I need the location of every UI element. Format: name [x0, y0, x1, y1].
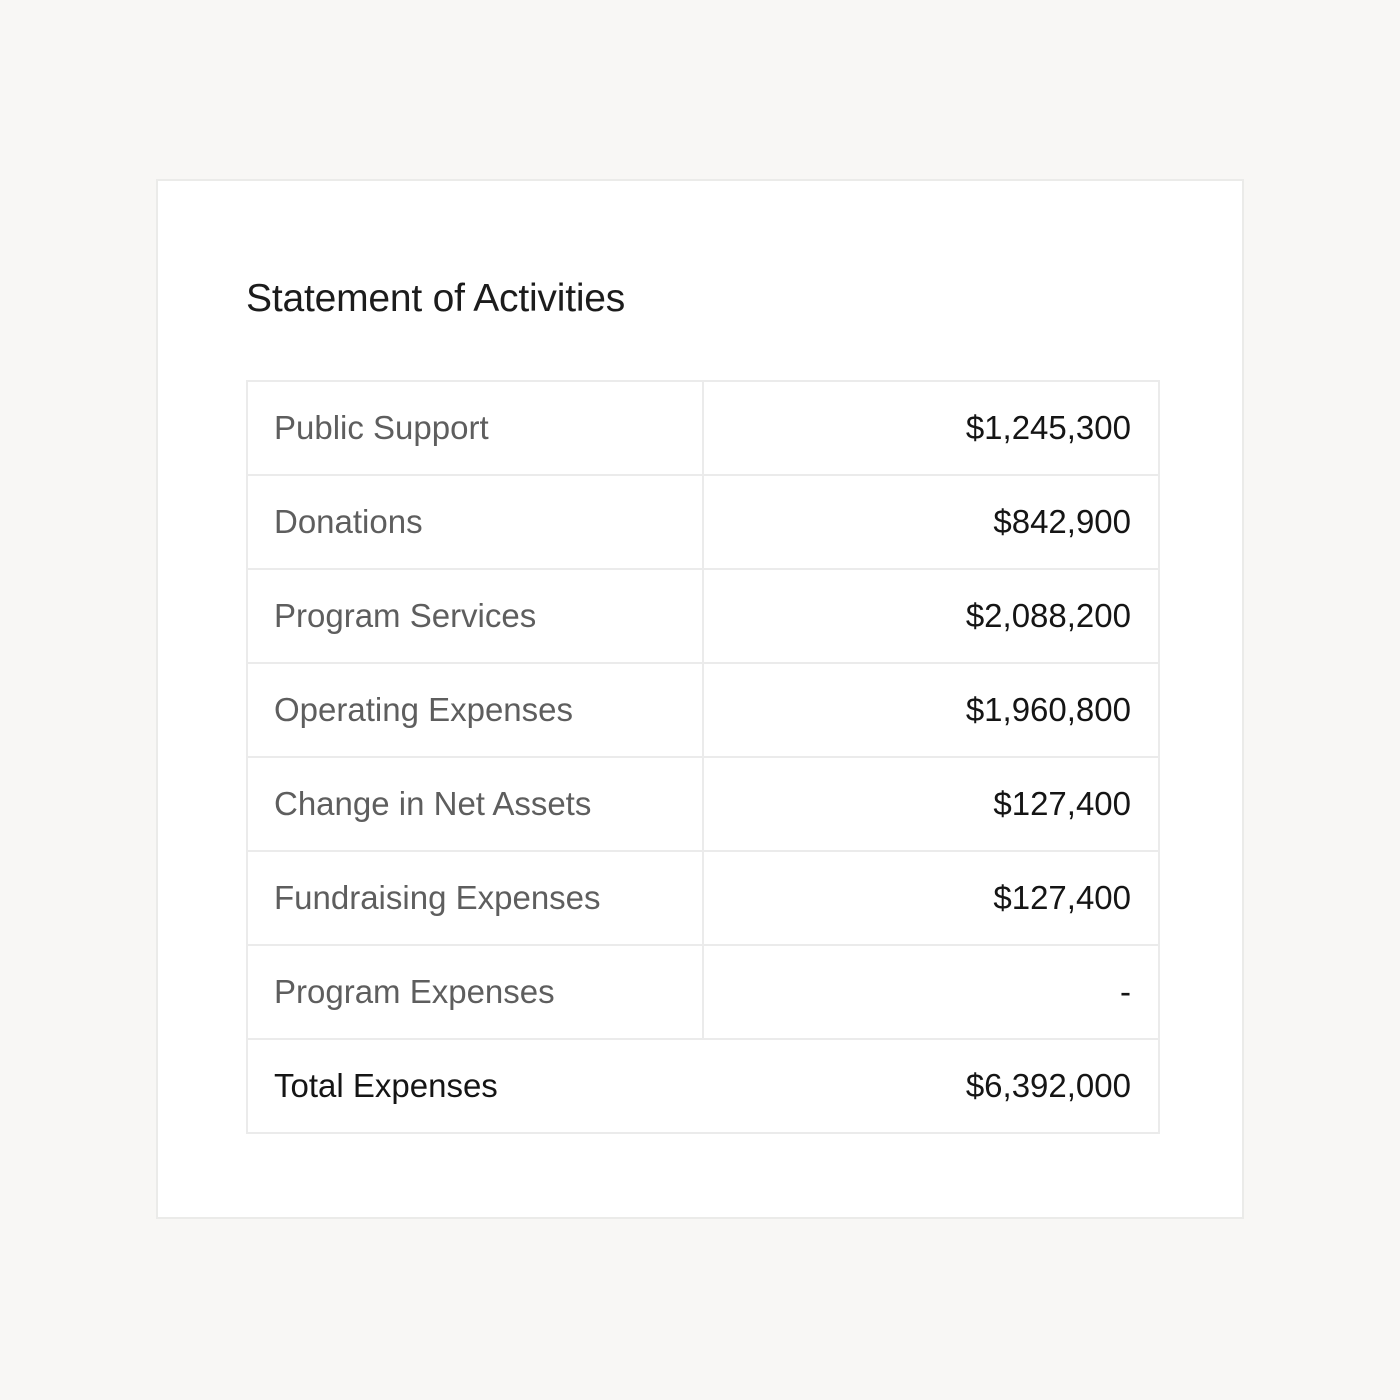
row-value: $127,400	[993, 879, 1131, 916]
table-row	[248, 664, 1158, 758]
row-label: Program Services	[248, 570, 704, 662]
row-value: -	[1120, 973, 1131, 1010]
row-label: Program Expenses	[248, 946, 704, 1038]
row-value: $1,960,800	[965, 691, 1131, 728]
total-value: $6,392,000	[965, 1067, 1131, 1104]
row-label: Public Support	[248, 382, 704, 474]
table-row	[248, 946, 1158, 1040]
row-label: Change in Net Assets	[248, 758, 704, 850]
row-value: $842,900	[993, 503, 1131, 540]
row-label: Fundraising Expenses	[248, 852, 704, 944]
row-label: Donations	[248, 476, 704, 568]
table-row	[248, 570, 1158, 664]
page-title: Statement of Activities	[246, 277, 626, 320]
row-value: $2,088,200	[965, 597, 1131, 634]
table-row	[248, 852, 1158, 946]
table-row	[248, 382, 1158, 476]
table-row	[248, 758, 1158, 852]
row-label: Operating Expenses	[248, 664, 704, 756]
row-value: $127,400	[993, 785, 1131, 822]
row-value: $1,245,300	[965, 409, 1131, 446]
activities-table	[246, 380, 1160, 1134]
table-row	[248, 476, 1158, 570]
statement-card	[156, 179, 1244, 1219]
total-label: Total Expenses	[274, 1067, 498, 1104]
total-row	[248, 1040, 1158, 1132]
